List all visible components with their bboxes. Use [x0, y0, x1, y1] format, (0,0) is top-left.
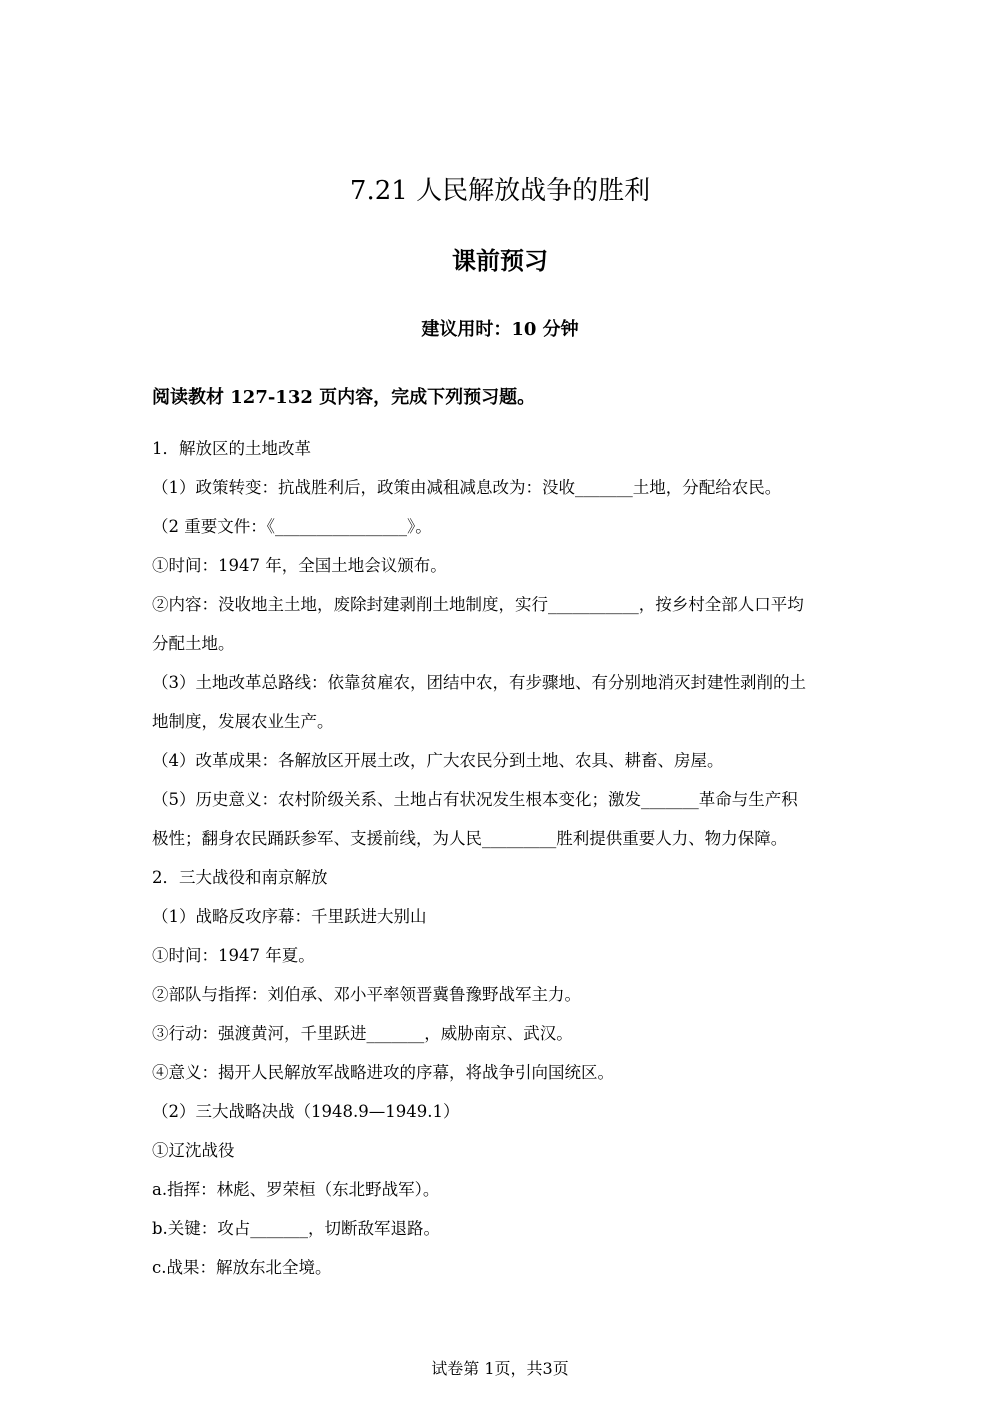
text-line: （1）战略反攻序幕：千里跃进大别山 [152, 907, 427, 926]
text-line: a.指挥：林彪、罗荣桓（东北野战军）。 [152, 1180, 440, 1199]
text-line: 分配土地。 [152, 634, 235, 653]
text-line: 2．三大战役和南京解放 [152, 868, 328, 887]
text-line: 地制度，发展农业生产。 [152, 712, 334, 731]
text-line: 1．解放区的土地改革 [152, 439, 311, 458]
reading-instruction: 阅读教材 127-132 页内容，完成下列预习题。 [152, 387, 536, 408]
text-line: 极性；翻身农民踊跃参军、支援前线，为人民_________胜利提供重要人力、物力保障。 [152, 829, 788, 848]
text-line: ③行动：强渡黄河，千里跃进_______，威胁南京、武汉。 [152, 1024, 573, 1043]
text-line: ①时间：1947 年，全国土地会议颁布。 [152, 556, 447, 575]
text-line: ④意义：揭开人民解放军战略进攻的序幕，将战争引向国统区。 [152, 1063, 614, 1082]
page-footer: 试卷第 1页，共3页 [431, 1359, 569, 1378]
text-line: ①时间：1947 年夏。 [152, 946, 315, 965]
text-line: ②内容：没收地主土地，废除封建剥削土地制度，实行___________，按乡村全部人口平均 [152, 595, 804, 614]
text-line: b.关键：攻占_______，切断敌军退路。 [152, 1219, 441, 1238]
text-line: （5）历史意义：农村阶级关系、土地占有状况发生根本变化；激发_______革命与生产积 [152, 790, 798, 809]
text-line: c.战果：解放东北全境。 [152, 1258, 332, 1277]
text-line: ①辽沈战役 [152, 1141, 235, 1160]
section-subtitle: 课前预习 [452, 246, 548, 275]
text-line: （2 重要文件：《________________》。 [152, 517, 432, 536]
suggested-time: 建议用时：10 分钟 [421, 319, 579, 340]
text-line: （4）改革成果：各解放区开展土改，广大农民分到土地、农具、耕畜、房屋。 [152, 751, 724, 770]
text-line: （3）土地改革总路线：依靠贫雇农，团结中农，有步骤地、有分别地消灭封建性剥削的土 [152, 673, 806, 692]
text-line: （2）三大战略决战（1948.9—1949.1） [152, 1102, 460, 1121]
page-title: 7.21 人民解放战争的胜利 [349, 176, 651, 206]
exercise-body [152, 437, 852, 1295]
text-line: （1）政策转变：抗战胜利后，政策由减租减息改为：没收_______土地，分配给农民。 [152, 478, 782, 497]
text-line: ②部队与指挥：刘伯承、邓小平率领晋冀鲁豫野战军主力。 [152, 985, 581, 1004]
